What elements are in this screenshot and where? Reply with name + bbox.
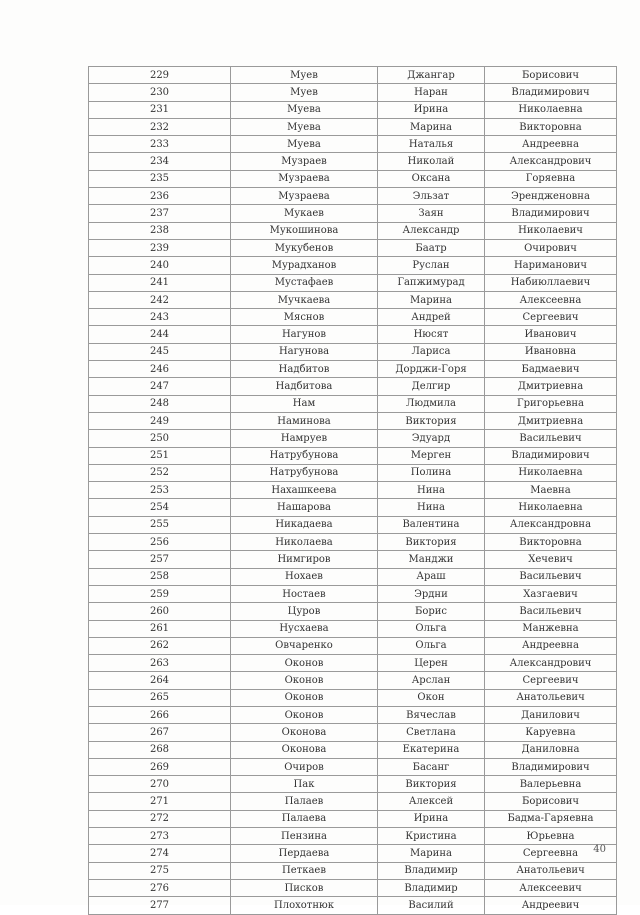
table-row	[89, 378, 617, 395]
cell-name: Руслан	[378, 257, 485, 274]
cell-num: 263	[89, 655, 231, 672]
cell-surname: Мукошинова	[231, 222, 378, 239]
cell-surname: Писков	[231, 879, 378, 896]
table-row	[89, 897, 617, 914]
cell-patronymic: Маевна	[485, 482, 617, 499]
cell-patronymic: Александровна	[485, 516, 617, 533]
cell-num: 249	[89, 412, 231, 429]
table-row	[89, 239, 617, 256]
cell-surname: Палаев	[231, 793, 378, 810]
table-row	[89, 828, 617, 845]
cell-surname: Натрубунова	[231, 447, 378, 464]
cell-patronymic: Александрович	[485, 655, 617, 672]
cell-num: 234	[89, 153, 231, 170]
cell-surname: Муева	[231, 136, 378, 153]
cell-num: 238	[89, 222, 231, 239]
cell-patronymic: Васильевич	[485, 603, 617, 620]
cell-num: 268	[89, 741, 231, 758]
cell-name: Владимир	[378, 862, 485, 879]
cell-patronymic: Эрендженовна	[485, 188, 617, 205]
table-row	[89, 395, 617, 412]
cell-name: Наран	[378, 84, 485, 101]
cell-patronymic: Викторовна	[485, 118, 617, 135]
cell-patronymic: Бадма-Гаряевна	[485, 810, 617, 827]
cell-patronymic: Иванович	[485, 326, 617, 343]
cell-surname: Нашарова	[231, 499, 378, 516]
cell-num: 244	[89, 326, 231, 343]
cell-num: 276	[89, 879, 231, 896]
cell-patronymic: Александрович	[485, 153, 617, 170]
cell-surname: Нохаев	[231, 568, 378, 585]
cell-surname: Оконова	[231, 741, 378, 758]
cell-patronymic: Николаевна	[485, 499, 617, 516]
cell-name: Ирина	[378, 101, 485, 118]
cell-name: Гапжимурад	[378, 274, 485, 291]
cell-name: Эрдни	[378, 585, 485, 602]
table-row	[89, 447, 617, 464]
cell-name: Людмила	[378, 395, 485, 412]
cell-name: Арслан	[378, 672, 485, 689]
cell-name: Мерген	[378, 447, 485, 464]
cell-name: Заян	[378, 205, 485, 222]
cell-patronymic: Васильевич	[485, 430, 617, 447]
roster-table	[88, 66, 617, 915]
cell-surname: Очиров	[231, 758, 378, 775]
cell-num: 229	[89, 67, 231, 84]
cell-patronymic: Алексеевич	[485, 879, 617, 896]
cell-patronymic: Горяевна	[485, 170, 617, 187]
cell-surname: Овчаренко	[231, 637, 378, 654]
table-row	[89, 689, 617, 706]
cell-num: 252	[89, 464, 231, 481]
cell-name: Марина	[378, 845, 485, 862]
cell-patronymic: Нариманович	[485, 257, 617, 274]
cell-patronymic: Николаевна	[485, 101, 617, 118]
cell-surname: Оконов	[231, 655, 378, 672]
table-row	[89, 724, 617, 741]
cell-num: 230	[89, 84, 231, 101]
table-row	[89, 620, 617, 637]
cell-name: Алексей	[378, 793, 485, 810]
cell-surname: Оконова	[231, 724, 378, 741]
cell-num: 242	[89, 291, 231, 308]
table-row	[89, 153, 617, 170]
cell-surname: Надбитов	[231, 361, 378, 378]
cell-patronymic: Хазгаевич	[485, 585, 617, 602]
cell-surname: Мустафаев	[231, 274, 378, 291]
cell-num: 246	[89, 361, 231, 378]
cell-patronymic: Сергеевич	[485, 309, 617, 326]
cell-num: 260	[89, 603, 231, 620]
cell-name: Нина	[378, 482, 485, 499]
cell-patronymic: Владимирович	[485, 84, 617, 101]
cell-num: 251	[89, 447, 231, 464]
cell-surname: Муев	[231, 84, 378, 101]
cell-name: Николай	[378, 153, 485, 170]
cell-num: 231	[89, 101, 231, 118]
cell-surname: Нимгиров	[231, 551, 378, 568]
cell-surname: Нам	[231, 395, 378, 412]
cell-surname: Оконов	[231, 672, 378, 689]
cell-patronymic: Дмитриевна	[485, 378, 617, 395]
cell-num: 270	[89, 776, 231, 793]
cell-name: Марина	[378, 118, 485, 135]
cell-num: 245	[89, 343, 231, 360]
cell-num: 255	[89, 516, 231, 533]
cell-name: Делгир	[378, 378, 485, 395]
cell-name: Владимир	[378, 879, 485, 896]
cell-num: 250	[89, 430, 231, 447]
cell-patronymic: Даниловна	[485, 741, 617, 758]
table-row	[89, 741, 617, 758]
cell-name: Дорджи-Горя	[378, 361, 485, 378]
cell-num: 261	[89, 620, 231, 637]
cell-surname: Николаева	[231, 534, 378, 551]
table-row	[89, 655, 617, 672]
cell-surname: Музраева	[231, 188, 378, 205]
cell-num: 247	[89, 378, 231, 395]
cell-patronymic: Андреевна	[485, 637, 617, 654]
cell-patronymic: Владимирович	[485, 758, 617, 775]
table-row	[89, 170, 617, 187]
cell-surname: Никадаева	[231, 516, 378, 533]
cell-patronymic: Николаевич	[485, 222, 617, 239]
cell-patronymic: Васильевич	[485, 568, 617, 585]
cell-patronymic: Анатольевич	[485, 689, 617, 706]
cell-name: Виктория	[378, 776, 485, 793]
cell-num: 267	[89, 724, 231, 741]
cell-name: Церен	[378, 655, 485, 672]
cell-num: 266	[89, 706, 231, 723]
cell-num: 271	[89, 793, 231, 810]
cell-surname: Мурадханов	[231, 257, 378, 274]
table-row	[89, 188, 617, 205]
table-row	[89, 568, 617, 585]
table-row	[89, 136, 617, 153]
table-row	[89, 862, 617, 879]
table-row	[89, 326, 617, 343]
table-row	[89, 793, 617, 810]
cell-num: 273	[89, 828, 231, 845]
cell-patronymic: Владимирович	[485, 205, 617, 222]
cell-num: 240	[89, 257, 231, 274]
table-row	[89, 274, 617, 291]
table-row	[89, 879, 617, 896]
cell-patronymic: Владимирович	[485, 447, 617, 464]
cell-patronymic: Бадмаевич	[485, 361, 617, 378]
cell-name: Кристина	[378, 828, 485, 845]
cell-name: Эльзат	[378, 188, 485, 205]
cell-surname: Палаева	[231, 810, 378, 827]
table-row	[89, 118, 617, 135]
cell-name: Александр	[378, 222, 485, 239]
table-row	[89, 706, 617, 723]
cell-patronymic: Каруевна	[485, 724, 617, 741]
cell-patronymic: Дмитриевна	[485, 412, 617, 429]
table-row	[89, 67, 617, 84]
table-row	[89, 810, 617, 827]
table-row	[89, 516, 617, 533]
cell-name: Араш	[378, 568, 485, 585]
cell-surname: Наминова	[231, 412, 378, 429]
cell-name: Марина	[378, 291, 485, 308]
cell-name: Лариса	[378, 343, 485, 360]
cell-num: 248	[89, 395, 231, 412]
cell-num: 262	[89, 637, 231, 654]
cell-num: 265	[89, 689, 231, 706]
cell-patronymic: Очирович	[485, 239, 617, 256]
table-row	[89, 412, 617, 429]
cell-num: 243	[89, 309, 231, 326]
cell-num: 257	[89, 551, 231, 568]
cell-num: 241	[89, 274, 231, 291]
cell-name: Виктория	[378, 412, 485, 429]
cell-surname: Музраев	[231, 153, 378, 170]
cell-num: 237	[89, 205, 231, 222]
cell-num: 254	[89, 499, 231, 516]
cell-name: Вячеслав	[378, 706, 485, 723]
cell-surname: Оконов	[231, 706, 378, 723]
cell-name: Джангар	[378, 67, 485, 84]
cell-patronymic: Николаевна	[485, 464, 617, 481]
cell-patronymic: Борисович	[485, 67, 617, 84]
cell-patronymic: Сергеевна	[485, 845, 617, 862]
cell-name: Ольга	[378, 637, 485, 654]
cell-name: Ирина	[378, 810, 485, 827]
cell-surname: Нахашкеева	[231, 482, 378, 499]
cell-patronymic: Борисович	[485, 793, 617, 810]
cell-num: 239	[89, 239, 231, 256]
cell-name: Виктория	[378, 534, 485, 551]
cell-surname: Музраева	[231, 170, 378, 187]
cell-patronymic: Анатольевич	[485, 862, 617, 879]
cell-patronymic: Алексеевна	[485, 291, 617, 308]
cell-surname: Нагунов	[231, 326, 378, 343]
cell-surname: Муев	[231, 67, 378, 84]
cell-patronymic: Ивановна	[485, 343, 617, 360]
cell-patronymic: Григорьевна	[485, 395, 617, 412]
cell-surname: Намруев	[231, 430, 378, 447]
table-row	[89, 603, 617, 620]
cell-patronymic: Юрьевна	[485, 828, 617, 845]
cell-surname: Ностаев	[231, 585, 378, 602]
cell-name: Манджи	[378, 551, 485, 568]
cell-name: Баатр	[378, 239, 485, 256]
cell-name: Окон	[378, 689, 485, 706]
table-row	[89, 672, 617, 689]
cell-name: Наталья	[378, 136, 485, 153]
cell-patronymic: Хечевич	[485, 551, 617, 568]
cell-surname: Надбитова	[231, 378, 378, 395]
cell-surname: Нагунова	[231, 343, 378, 360]
table-row	[89, 101, 617, 118]
page-number: 40	[593, 844, 606, 855]
cell-name: Валентина	[378, 516, 485, 533]
cell-num: 274	[89, 845, 231, 862]
cell-name: Борис	[378, 603, 485, 620]
cell-surname: Пензина	[231, 828, 378, 845]
cell-surname: Мяснов	[231, 309, 378, 326]
cell-name: Полина	[378, 464, 485, 481]
cell-name: Василий	[378, 897, 485, 914]
cell-patronymic: Сергеевич	[485, 672, 617, 689]
cell-num: 256	[89, 534, 231, 551]
cell-num: 277	[89, 897, 231, 914]
cell-name: Светлана	[378, 724, 485, 741]
cell-patronymic: Андреевна	[485, 136, 617, 153]
cell-surname: Плохотнюк	[231, 897, 378, 914]
roster-table-body	[89, 67, 617, 915]
table-row	[89, 776, 617, 793]
table-row	[89, 758, 617, 775]
cell-patronymic: Валерьевна	[485, 776, 617, 793]
cell-num: 235	[89, 170, 231, 187]
cell-num: 269	[89, 758, 231, 775]
cell-surname: Пак	[231, 776, 378, 793]
cell-surname: Оконов	[231, 689, 378, 706]
cell-surname: Петкаев	[231, 862, 378, 879]
table-row	[89, 222, 617, 239]
table-row	[89, 430, 617, 447]
table-row	[89, 361, 617, 378]
cell-surname: Мукаев	[231, 205, 378, 222]
cell-surname: Муева	[231, 101, 378, 118]
table-row	[89, 343, 617, 360]
cell-patronymic: Набиюллаевич	[485, 274, 617, 291]
cell-num: 275	[89, 862, 231, 879]
table-row	[89, 205, 617, 222]
cell-surname: Пердаева	[231, 845, 378, 862]
cell-name: Оксана	[378, 170, 485, 187]
table-row	[89, 637, 617, 654]
cell-patronymic: Андреевич	[485, 897, 617, 914]
table-row	[89, 291, 617, 308]
cell-num: 258	[89, 568, 231, 585]
table-row	[89, 309, 617, 326]
table-row	[89, 585, 617, 602]
cell-name: Екатерина	[378, 741, 485, 758]
cell-surname: Цуров	[231, 603, 378, 620]
table-row	[89, 551, 617, 568]
cell-num: 259	[89, 585, 231, 602]
cell-num: 253	[89, 482, 231, 499]
table-row	[89, 534, 617, 551]
cell-surname: Мукубенов	[231, 239, 378, 256]
table-row	[89, 482, 617, 499]
cell-name: Басанг	[378, 758, 485, 775]
cell-name: Нина	[378, 499, 485, 516]
table-row	[89, 257, 617, 274]
cell-name: Ольга	[378, 620, 485, 637]
cell-num: 272	[89, 810, 231, 827]
table-row	[89, 84, 617, 101]
cell-patronymic: Манжевна	[485, 620, 617, 637]
cell-name: Андрей	[378, 309, 485, 326]
cell-patronymic: Данилович	[485, 706, 617, 723]
cell-num: 264	[89, 672, 231, 689]
cell-surname: Муева	[231, 118, 378, 135]
cell-num: 233	[89, 136, 231, 153]
table-row	[89, 499, 617, 516]
table-row	[89, 845, 617, 862]
cell-surname: Мучкаева	[231, 291, 378, 308]
cell-name: Нюсят	[378, 326, 485, 343]
cell-surname: Нусхаева	[231, 620, 378, 637]
cell-num: 236	[89, 188, 231, 205]
table-row	[89, 464, 617, 481]
cell-num: 232	[89, 118, 231, 135]
cell-surname: Натрубунова	[231, 464, 378, 481]
cell-name: Эдуард	[378, 430, 485, 447]
cell-patronymic: Викторовна	[485, 534, 617, 551]
